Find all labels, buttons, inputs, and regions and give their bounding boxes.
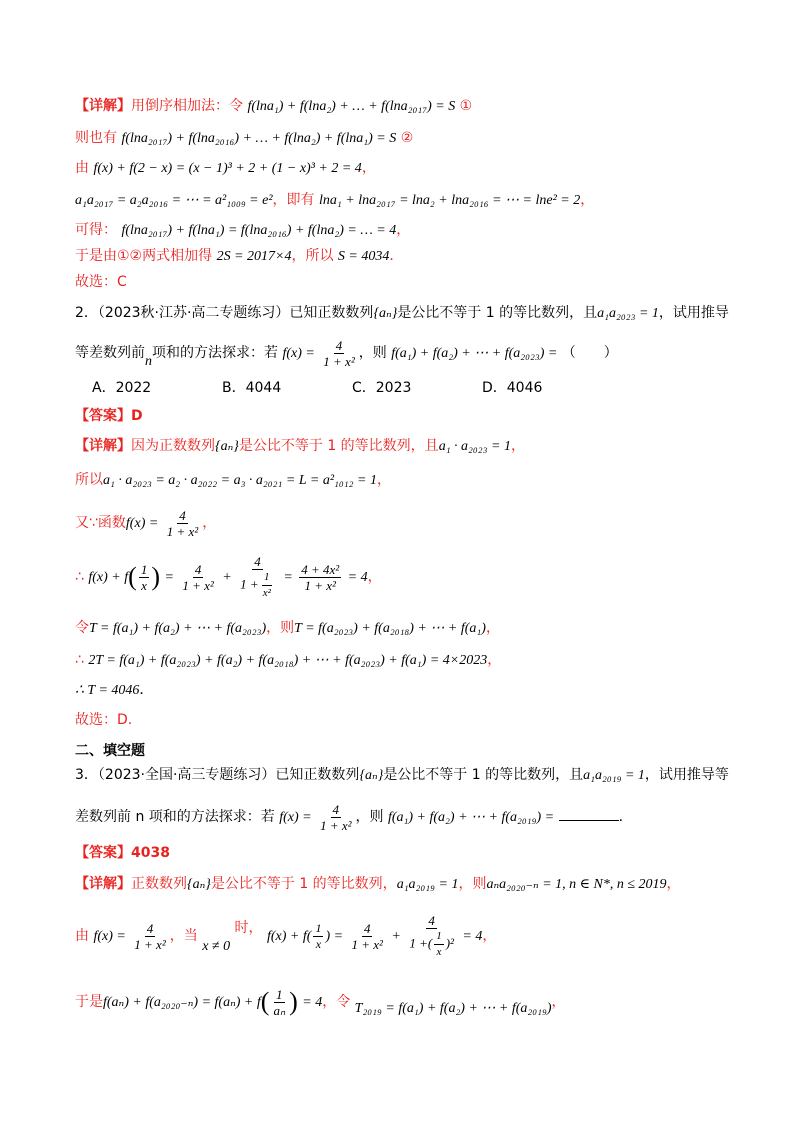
q3-d3-tail: = 4 (302, 995, 323, 1010)
p1-l3-math: f(x) + f(2 − x) = (x − 1)³ + 2 + (1 − x)³ + 2 = 4 (93, 161, 362, 176)
q2-option-c: C．2023 (352, 380, 412, 396)
q2-frac-den: 1 + x² (323, 353, 355, 369)
q2-d5-math: T = f(a₁) + f(a₂) + ⋯ + f(a₂₀₂₃) (89, 621, 267, 636)
q3-d2-inner-den: x (315, 936, 322, 951)
q2-d1-seq: {aₙ} (215, 439, 239, 454)
q3-d3-inner-den: aₙ (273, 1002, 286, 1018)
q2-d3-end: ， (202, 515, 217, 531)
q2-stem-c: ，试用推导 (658, 305, 729, 321)
q3-d3-paren-open: ( (260, 987, 270, 1016)
q2-d4-inner-frac (139, 562, 150, 593)
p1-l4-math: a₁a₂₀₁₇ = a₂a₂₀₁₆ = ⋯ = a²₁₀₀₉ = e² (75, 193, 273, 208)
p1-line-4 (75, 190, 740, 211)
q2-fraction (321, 338, 356, 369)
q2-choose: 故选：D. (75, 712, 133, 728)
q2-d4-frac-1 (180, 562, 215, 593)
q3-d2-math: f(x) = (93, 929, 126, 944)
q3-d2-end: ， (482, 928, 497, 944)
q3-detail-3 (75, 978, 740, 1027)
q3-d2-plus: + (391, 929, 401, 944)
detail-label: 【详解】 (75, 98, 131, 114)
q3-d2-frac-2 (407, 913, 456, 960)
q2-d1-text2: 是公比不等于 1 的等比数列，且 (238, 438, 439, 454)
q3-d2-f2-inner-num: 1 (434, 929, 444, 945)
q3-d2-text: 由 (75, 928, 89, 944)
q3-d2-math2: f(x) + f( (267, 929, 312, 944)
p1-l6-text2: ，所以 (291, 248, 334, 264)
q2-paren: （ ） (561, 345, 618, 361)
q3-d3-end: ， (551, 994, 566, 1010)
p1-choose: 故选：C (75, 274, 127, 290)
q2-d3-text: 又∵函数 (75, 515, 126, 531)
q2-d6-sym: ∴ (75, 652, 84, 668)
q3-sum: f(a₁) + f(a₂) + ⋯ + f(a₂₀₁₉) = (387, 810, 555, 825)
p1-l3-text: 由 (75, 160, 89, 176)
q3-d3-inner-frac (271, 987, 287, 1018)
q2-d4-eq-1: = (164, 570, 174, 585)
q3-d1-math: a₁a₂₀₁₉ = 1 (396, 877, 459, 892)
q3-fx: f(x) = (279, 810, 312, 825)
q2-d4-f2-den-wrap (238, 570, 277, 601)
q3-stem-a: 3．（2023·全国·高三专题练习）已知正数数列 (75, 767, 360, 783)
q3-detail-label: 【详解】 (75, 876, 131, 892)
q3-seq: {aₙ} (359, 768, 384, 783)
p1-l6-math: 2S = 2017×4 (216, 249, 292, 264)
q3-stem-d: 差数列前 n 项和的方法探求：若 (75, 809, 275, 825)
q2-detail-6 (75, 650, 740, 671)
q3-d1-math2: aₙa₂₀₂₀₋ₙ = 1, n ∈ N*, n ≤ 2019 (486, 877, 667, 892)
q2-detail-label: 【详解】 (75, 438, 131, 454)
q2-d4-f1-den: 1 + x² (182, 577, 214, 593)
p1-l6-end: ． (389, 248, 404, 264)
p1-l1-text: 用倒序相加法：令 (131, 98, 243, 114)
p1-l4-end: ， (580, 192, 595, 208)
p1-l2-text: 则也有 (75, 130, 117, 146)
p1-l2-mark: ② (400, 130, 414, 146)
q3-d2-f1-den: 1 + x² (351, 936, 383, 952)
q3-d2-text2: ，当 (169, 928, 198, 944)
q3-frac-num: 4 (332, 801, 340, 817)
q2-d4-end: ， (367, 569, 382, 585)
p1-line-3 (75, 158, 740, 179)
q2-d2-end: ， (376, 472, 391, 488)
q3-d2-f2-num: 4 (428, 912, 435, 928)
q3-stem-c: ，试用推导等 (644, 767, 729, 783)
q3-d2-frac-den: 1 + x² (134, 936, 166, 952)
q2-cond: a₁a₂₀₂₃ = 1 (597, 306, 659, 321)
q2-d5-end: ， (485, 620, 500, 636)
q2-stem-d: 等差数列前 (75, 345, 145, 361)
q3-detail-2 (75, 912, 740, 961)
q2-detail-4 (75, 552, 740, 603)
q2-d4-tail: = 4 (347, 570, 368, 585)
q2-sum: f(a₁) + f(a₂) + ⋯ + f(a₂₀₂₃) = (391, 346, 558, 361)
q2-d4-f3-num: 4 + 4x² (301, 561, 340, 577)
q2-d4-f1-num: 4 (194, 561, 202, 577)
q2-d3-frac-den: 1 + x² (166, 523, 199, 539)
p1-l5-end: ， (396, 222, 411, 238)
q2-fx: f(x) = (282, 346, 315, 361)
q2-d5-text: 令 (75, 620, 89, 636)
q3-d2-frac-1 (350, 921, 385, 952)
q2-d1-math: a₁ · a₂₀₂₃ = 1 (438, 439, 511, 454)
p1-l2-math: f(lna₂₀₁₇) + f(lna₂₀₁₆) + … + f(lna₂) + f(lna₁) = S (121, 131, 397, 146)
q3-d2-f1-num: 4 (363, 920, 371, 936)
q3-d3-paren-close: ) (289, 987, 298, 1016)
q3-d3-math2: T₂₀₁₉ = f(a₁) + f(a₂) + ⋯ + f(a₂₀₁₉) (354, 1001, 552, 1016)
q2-d4-sym: ∴ (75, 569, 84, 585)
section-heading: 二、填空题 (75, 743, 145, 759)
q2-d4-math-a: f(x) + f (88, 570, 129, 585)
q3-d2-cond: x ≠ 0 (202, 939, 231, 954)
q2-d6-math: 2T = f(a₁) + f(a₂₀₂₃) + f(a₂) + f(a₂₀₁₈) + ⋯ + f(a₂₀₂₃) + f(a₁) = 4×2023 (88, 653, 488, 668)
q3-answer-blank[interactable] (559, 806, 619, 821)
q2-d4-frac-3 (299, 562, 341, 593)
q2-d4-frac-2 (238, 554, 277, 601)
q3-d2-text3: 时， (234, 920, 263, 936)
p1-l4-math2: lna₁ + lna₂₀₁₇ = lna₂ + lna₂₀₁₆ = ⋯ = lne² = 2 (319, 193, 581, 208)
q3-d2-f2-den: 1 + (409, 934, 428, 950)
q2-d7-end: ． (139, 682, 154, 698)
q3-d3-text: 于是 (75, 994, 103, 1010)
q2-d4-inner-den: x (141, 577, 147, 593)
q3-d2-f2-inner (434, 929, 444, 960)
q3-d3-text2: ，令 (322, 994, 351, 1010)
q2-detail-5 (75, 618, 740, 639)
q2-stem-f: ，则 (358, 345, 387, 361)
q2-detail-2 (75, 470, 740, 491)
p1-l1-mark: ① (459, 98, 473, 114)
q3-d2-f2-inner-den: x (436, 945, 442, 958)
q2-d7-math: ∴ T = 4046 (75, 683, 140, 698)
q2-d6-end: ， (487, 652, 502, 668)
q3-d3-inner-num: 1 (276, 986, 283, 1002)
q3-detail-1 (75, 874, 740, 895)
q2-d1-end: ， (510, 438, 525, 454)
p1-line-1 (75, 96, 740, 117)
q2-stem-b: 是公比不等于 1 的等比数列，且 (397, 305, 598, 321)
q2-d2-math: a₁ · a₂₀₂₃ = a₂ · a₂₀₂₂ = a₃ · a₂₀₂₁ = L = a²₁₀₁₂ = 1 (103, 473, 377, 488)
q2-d5-math2: T = f(a₂₀₂₃) + f(a₂₀₁₈) + ⋯ + f(a₁) (294, 621, 486, 636)
q2-d4-f2-den: 1 + (240, 575, 259, 591)
q2-n: n (145, 354, 152, 369)
q2-d4-f2-inner-num: 1 (262, 570, 272, 586)
q3-frac-den: 1 + x² (320, 817, 352, 833)
q2-option-a: A．2022 (92, 380, 152, 396)
p1-l5-math: f(lna₂₀₁₇) + f(lna₁) = f(lna₂₀₁₆) + f(lna₂) = … = 4 (121, 223, 397, 238)
q2-d4-f3-den: 1 + x² (304, 577, 336, 593)
p1-line-6 (75, 246, 740, 267)
q3-d2-tail: = 4 (462, 929, 483, 944)
q2-d4-inner-num: 1 (140, 561, 148, 577)
p1-line-5 (75, 220, 740, 241)
q2-d5-text2: ，则 (266, 620, 295, 636)
q2-detail-1 (75, 436, 740, 457)
q2-d3-fraction (165, 508, 200, 539)
q3-d2-inner-num: 1 (315, 920, 322, 935)
p1-l6-math2: S = 4034 (337, 249, 390, 264)
q2-detail-7 (75, 680, 740, 701)
q2-d2-text: 所以 (75, 472, 103, 488)
q3-stem-f: ，则 (355, 809, 384, 825)
q3-d2-frac-num: 4 (146, 920, 154, 936)
q2-stem-e: 项和的方法探求：若 (152, 345, 278, 361)
p1-l4-text: ，即有 (272, 192, 315, 208)
q3-d2-f2-den-wrap: 1 +( $\frac{1}{x}$ )² (409, 929, 454, 958)
q3-d1-text: 正数数列 (131, 876, 187, 892)
q3-d3-math: f(aₙ) + f(a₂₀₂₀₋ₙ) = f(aₙ) + f (103, 995, 261, 1010)
q2-d1-text: 因为正数数列 (131, 438, 215, 454)
q2-answer: 【答案】D (75, 408, 143, 424)
q2-stem-a: 2．（2023秋·江苏·高二专题练习）已知正数数列 (75, 305, 374, 321)
q3-d1-end: ， (666, 876, 681, 892)
q3-fraction (318, 802, 353, 833)
q3-d1-text3: ，则 (458, 876, 487, 892)
q2-d4-paren-open: ( (128, 562, 137, 591)
q2-seq: {aₙ} (373, 306, 398, 321)
q3-stem-line-2 (75, 800, 740, 835)
q2-d4-eq-2: = (283, 570, 293, 585)
p1-line-2 (75, 128, 740, 149)
q2-d4-f2-num: 4 (254, 553, 261, 569)
p1-l5-text: 可得： (75, 222, 117, 238)
q3-d2-fraction (132, 921, 167, 952)
q2-d3-frac-num: 4 (179, 507, 186, 523)
q2-option-b: B．4044 (222, 380, 282, 396)
p1-l1-math: f(lna₁) + f(lna₂) + … + f(lna₂₀₁₇) = S (247, 99, 456, 114)
q2-option-d: D．4046 (482, 380, 543, 396)
q3-stem-end: . (618, 809, 624, 825)
q3-d1-seq: {aₙ} (187, 877, 211, 892)
q3-d1-text2: 是公比不等于 1 的等比数列， (210, 876, 397, 892)
q3-stem-line-1 (75, 765, 740, 786)
q2-d4-plus: + (222, 570, 232, 585)
q3-d2-close: ) = (325, 929, 344, 944)
p1-l6-text: 于是由①②两式相加得 (75, 248, 213, 264)
q2-d4-paren-close: ) (151, 562, 160, 591)
q2-d4-f2-inner (261, 570, 273, 601)
q2-stem-line-1 (75, 303, 740, 324)
q2-frac-num: 4 (335, 337, 343, 353)
p1-l3-end: ， (361, 160, 376, 176)
q3-stem-b: 是公比不等于 1 的等比数列，且 (383, 767, 584, 783)
q3-answer: 【答案】4038 (75, 845, 170, 861)
q2-stem-line-2 (75, 336, 740, 371)
q2-d4-f2-inner-den: x² (262, 586, 271, 599)
q2-d3-math: f(x) = (125, 516, 159, 531)
q3-d2-inner-frac (313, 921, 323, 952)
q3-cond: a₁a₂₀₁₉ = 1 (583, 768, 645, 783)
q2-detail-3 (75, 506, 740, 541)
q2-options (92, 378, 740, 398)
